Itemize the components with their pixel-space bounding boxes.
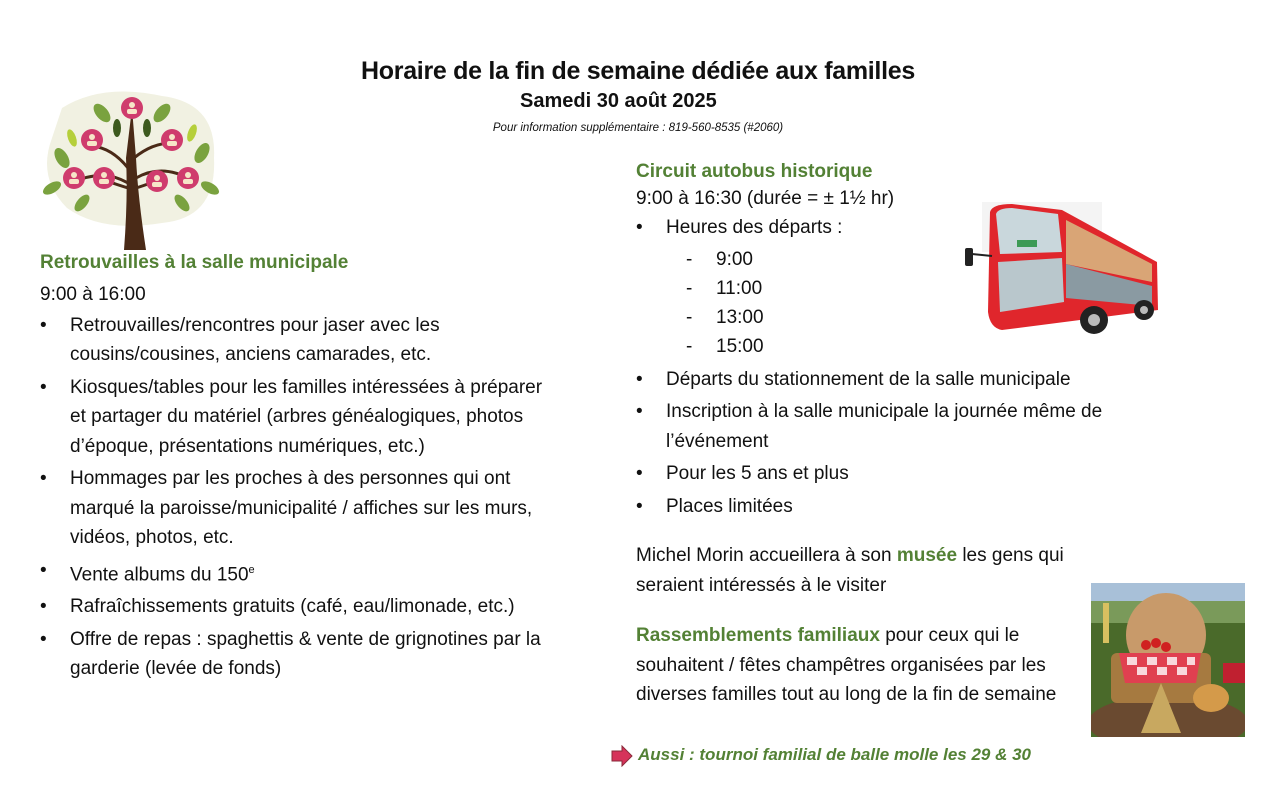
bullet-icon: • <box>636 463 643 484</box>
list-item <box>636 365 1196 395</box>
picnic-image <box>1091 583 1245 737</box>
list-item <box>40 464 550 553</box>
dash-icon: - <box>686 306 693 328</box>
page-title: Horaire de la fin de semaine dédiée aux familles <box>361 57 915 85</box>
reunion-hours: 9:00 à 16:00 <box>40 284 146 305</box>
item-text: Rafraîchissements gratuits (café, eau/limonade, etc.) <box>70 596 515 618</box>
list-item <box>40 373 550 462</box>
bus-image <box>962 202 1162 337</box>
dash-icon: - <box>686 248 693 270</box>
bullet-icon: • <box>636 368 643 390</box>
bullet-icon: • <box>40 314 47 336</box>
museum-text: Michel Morin accueillera à son <box>636 545 897 566</box>
dash-icon: - <box>686 277 693 299</box>
arrow-right-icon <box>611 745 633 767</box>
bullet-icon: • <box>636 495 643 517</box>
time-text: 9:00 <box>716 248 753 270</box>
bus-heading: Circuit autobus historique <box>636 161 873 182</box>
reunion-heading: Retrouvailles à la salle municipale <box>40 252 349 273</box>
gatherings-note <box>636 621 1076 710</box>
item-text: Départs du stationnement de la salle municipale <box>666 368 1071 390</box>
bullet-icon: • <box>40 596 47 618</box>
item-text: Retrouvailles/rencontres pour jaser avec les cousins/cousines, anciens camarades, etc. <box>70 314 440 365</box>
list-item <box>636 459 1196 489</box>
list-item <box>40 592 550 622</box>
bullet-icon: • <box>636 401 643 422</box>
item-text: Inscription à la salle municipale la journée même de l’événement <box>666 401 1103 452</box>
contact-info: Pour information supplémentaire : 819-560-8535 (#2060) <box>492 122 784 134</box>
bullet-icon: • <box>40 376 47 398</box>
item-text: Vente albums du 150 <box>70 563 249 585</box>
list-item <box>40 625 550 684</box>
gatherings-highlight: Rassemblements familiaux <box>636 625 880 646</box>
family-tree-image <box>42 88 220 250</box>
item-text: Pour les 5 ans et plus <box>666 463 849 484</box>
item-text: Kiosques/tables pour les familles intéressées à préparer et partager du matériel (arbres généalogiques, photos d’époque, présentations numériques, etc.) <box>70 376 543 457</box>
time-text: 11:00 <box>716 277 763 299</box>
bullet-icon: • <box>40 468 47 489</box>
item-text: Heures des départs : <box>666 217 843 238</box>
gatherings-text: pour ceux qui le souhaitent / fêtes champêtres organisées par les diverses familles tout au long de la fin de semaine <box>636 625 1057 705</box>
item-text: Places limitées <box>666 495 793 517</box>
page-subtitle: Samedi 30 août 2025 <box>520 90 717 112</box>
museum-note <box>636 541 1106 600</box>
departures-list <box>636 213 956 243</box>
bus-hours: 9:00 à 16:30 (durée = ± 1½ hr) <box>636 188 895 209</box>
time-text: 15:00 <box>716 335 764 357</box>
list-item <box>40 556 550 590</box>
museum-text-end: les gens qui seraient intéressés à le visiter <box>636 545 1064 596</box>
museum-link: musée <box>896 545 958 566</box>
list-item <box>636 397 1196 456</box>
list-item <box>636 213 956 243</box>
time-text: 13:00 <box>716 306 764 328</box>
reunion-list <box>40 311 550 684</box>
bullet-icon: • <box>40 628 47 650</box>
softball-note: Aussi : tournoi familial de balle molle les 29 & 30 <box>638 745 1032 764</box>
bullet-icon: • <box>40 559 47 581</box>
dash-icon: - <box>686 335 693 357</box>
list-item <box>636 492 1196 522</box>
item-text: Offre de repas : spaghettis & vente de grignotines par la garderie (levée de fonds) <box>70 628 541 680</box>
item-text: Hommages par les proches à des personnes qui ont marqué la paroisse/municipalité / affiches sur les murs, vidéos, photos, etc. <box>70 468 533 548</box>
bullet-icon: • <box>636 217 643 238</box>
superscript: e <box>248 563 255 576</box>
list-item <box>40 311 550 370</box>
bus-details-list <box>636 365 1196 522</box>
reunion-section <box>40 250 550 687</box>
